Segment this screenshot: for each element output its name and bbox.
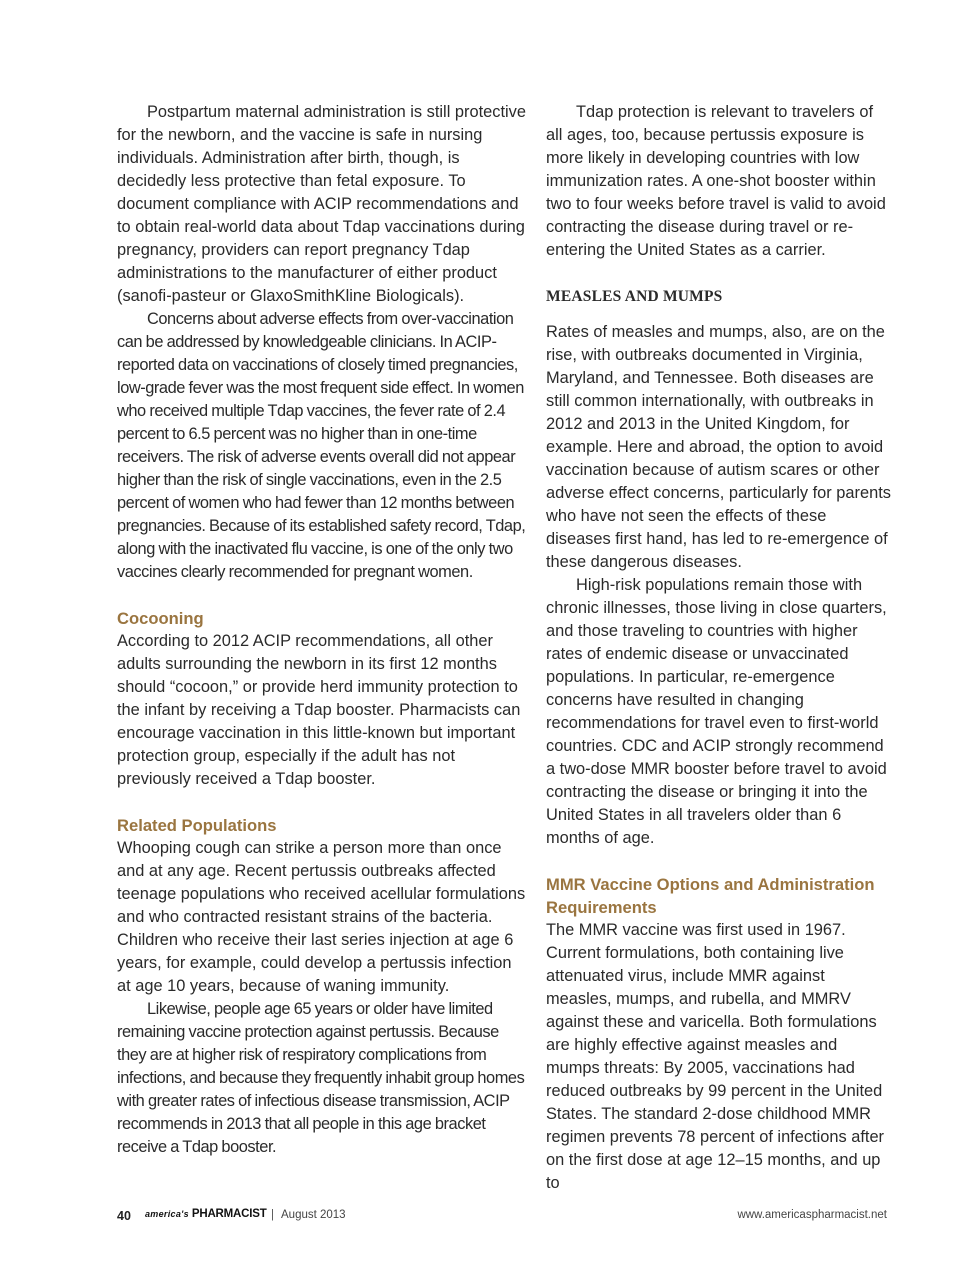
- body-paragraph: Whooping cough can strike a person more than once and at any age. Recent pertussis outbreaks affected teenage populations who received acellular formulations and who contracted resistant strains of the bacteria. Children who receive their last series injection at age 6 years, for example, could develop a pertussis infection at age 10 years, because of waning immunity.: [117, 839, 526, 995]
- body-paragraph: Postpartum maternal administration is still protective for the newborn, and the vaccine is safe in nursing individuals. Administration after birth, though, is decidedly less protective than fetal exposure. To document compliance with ACIP recommendations and to obtain real-world data about Tdap vaccinations during pregnancy, providers can report pregnancy Tdap administrations to the manufacturer of either product (sanofi-pasteur or GlaxoSmithKline Biologicals).: [117, 103, 526, 305]
- logo-prefix: america's: [145, 1209, 189, 1219]
- body-paragraph: Likewise, people age 65 years or older have limited remaining vaccine protection against pertussis. Because they are at higher risk of respiratory complications from infections, and because they frequently inhabit group homes with greater rates of infectious disease transmission, ACIP recommends in 2013 that all people in this age bracket receive a Tdap booster.: [117, 1000, 525, 1156]
- issue-date: August 2013: [281, 1209, 346, 1221]
- body-paragraph: According to 2012 ACIP recommendations, all other adults surrounding the newborn in its first 12 months should “cocoon,” or provide herd immunity protection to the infant by receiving a Tdap booster. Pharmacists can encourage vaccination in this little-known but important protection group, especially if the adult has not previously received a Tdap booster.: [117, 632, 521, 788]
- body-paragraph: Rates of measles and mumps, also, are on the rise, with outbreaks documented in Virginia, Maryland, and Tennessee. Both diseases are still common internationally, with outbreaks in 2012 and 2013 in the United Kingdom, for example. Here and abroad, the option to avoid vaccination because of autism scares or other adverse effect concerns, particularly for parents who have not seen the effects of these diseases first hand, has led to re-emergence of these dangerous diseases.: [546, 322, 891, 571]
- section-heading-mmr-vaccine: MMR Vaccine Options and Administration Requirements: [546, 874, 875, 917]
- section-heading-cocooning: Cocooning: [117, 609, 204, 628]
- publication-logo: [145, 1208, 267, 1220]
- section-heading-measles-mumps: MEASLES AND MUMPS: [546, 288, 723, 305]
- logo-name: PHARMACIST: [191, 1208, 267, 1220]
- page-number: 40: [117, 1209, 131, 1223]
- left-column: [117, 101, 527, 1159]
- right-column: [546, 101, 891, 1195]
- page-footer: [117, 1209, 887, 1229]
- section-heading-related-populations: Related Populations: [117, 816, 277, 835]
- body-paragraph: Concerns about adverse effects from over-vaccination can be addressed by knowledgeable clinicians. In ACIP-reported data on vaccinations of closely timed pregnancies, low-grade fever was the most frequent side effect. In women who received multiple Tdap vaccines, the fever rate of 2.4 percent to 6.5 percent was no higher than in one-time receivers. The risk of adverse events overall did not appear higher than the risk of single vaccinations, even in the 2.5 percent of women who had fewer than 12 months between pregnancies. Because of its established safety record, Tdap, along with the inactivated flu vaccine, is one of the only two vaccines clearly recommended for pregnant women.: [117, 310, 526, 581]
- body-paragraph: Tdap protection is relevant to travelers of all ages, too, because pertussis exposure is more likely in developing countries with low immunization rates. A one-shot booster within two to four weeks before travel is valid to avoid contracting the disease during travel or re-entering the United States as a carrier.: [546, 103, 886, 259]
- footer-separator: |: [271, 1209, 274, 1221]
- body-paragraph: The MMR vaccine was first used in 1967. Current formulations, both containing live attenuated virus, include MMR against measles, mumps, and rubella, and MMRV against these and varicella. Both formulations are highly effective against measles and mumps threats: By 2005, vaccinations had reduced outbreaks by 99 percent in the United States. The standard 2-dose childhood MMR regimen prevents 78 percent of infections after on the first dose at age 12–15 months, and up to: [546, 920, 885, 1192]
- body-paragraph: High-risk populations remain those with chronic illnesses, those living in close quarters, and those traveling to countries with higher rates of endemic disease or unvaccinated populations. In particular, re-emergence concerns have resulted in changing recommendations for travel even to first-world countries. CDC and ACIP strongly recommend a two-dose MMR booster before travel to avoid contracting the disease or bringing it into the United States in all travelers older than 6 months of age.: [546, 575, 887, 847]
- website-link[interactable]: www.americaspharmacist.net: [737, 1209, 887, 1221]
